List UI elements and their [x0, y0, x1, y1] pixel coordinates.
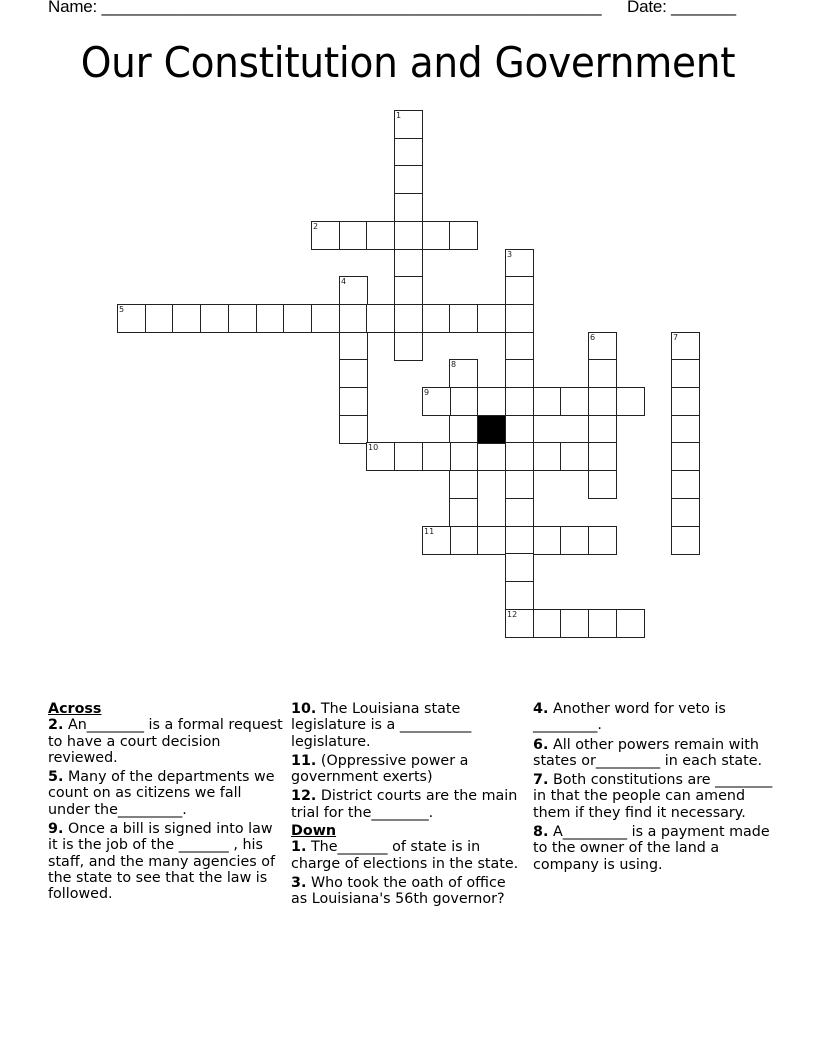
- grid-cell[interactable]: [588, 332, 617, 361]
- clue-text: An________ is a formal request to have a court decision reviewed.: [48, 717, 283, 766]
- clue-number-label: 4: [341, 277, 347, 286]
- clue-down-1: [291, 839, 526, 872]
- grid-cell[interactable]: [339, 359, 368, 388]
- grid-cell[interactable]: [172, 304, 201, 333]
- grid-cell[interactable]: [449, 470, 478, 499]
- clue-text: Another word for veto is _________.: [533, 701, 726, 734]
- grid-cell[interactable]: [671, 387, 700, 416]
- clue-number: 11.: [291, 752, 317, 769]
- down-heading: Down: [291, 823, 337, 840]
- grid-cell[interactable]: [588, 387, 617, 416]
- clue-number-label: 12: [507, 610, 518, 619]
- clues-column-3: [533, 701, 773, 876]
- grid-cell[interactable]: [339, 415, 368, 444]
- clue-number: 1.: [291, 839, 307, 856]
- grid-cell[interactable]: [505, 249, 534, 278]
- grid-cell[interactable]: [366, 304, 395, 333]
- grid-cell[interactable]: [505, 526, 534, 555]
- clue-text: (Oppressive power a government exerts): [291, 752, 469, 786]
- clue-across-12: [291, 788, 526, 821]
- grid-cell[interactable]: [505, 581, 534, 610]
- clue-across-11: [291, 753, 526, 786]
- grid-cell[interactable]: [228, 304, 257, 333]
- clue-number-label: 3: [507, 250, 513, 259]
- clues-column-2: [291, 701, 526, 911]
- grid-cell[interactable]: [671, 415, 700, 444]
- grid-cell[interactable]: [449, 304, 478, 333]
- black-cell: [477, 415, 506, 444]
- grid-cell[interactable]: [117, 304, 146, 333]
- clue-number-label: 8: [451, 360, 457, 369]
- clue-text: A_________ is a payment made to the owner of the land a company is using.: [533, 824, 770, 873]
- grid-cell[interactable]: [394, 138, 423, 167]
- clue-across-10: [291, 701, 526, 750]
- grid-cell[interactable]: [533, 526, 562, 555]
- grid-cell[interactable]: [394, 110, 423, 139]
- grid-cell[interactable]: [560, 526, 589, 555]
- clue-number-label: 7: [673, 333, 679, 342]
- grid-cell[interactable]: [449, 526, 478, 555]
- clue-across-2: [48, 717, 283, 766]
- grid-cell[interactable]: [671, 442, 700, 471]
- grid-cell[interactable]: [394, 332, 423, 361]
- clue-across-9: [48, 821, 283, 902]
- grid-cell[interactable]: [505, 332, 534, 361]
- clue-number-label: 2: [313, 222, 319, 231]
- grid-cell[interactable]: [449, 498, 478, 527]
- grid-cell[interactable]: [588, 609, 617, 638]
- grid-cell[interactable]: [394, 304, 423, 333]
- grid-cell[interactable]: [422, 442, 451, 471]
- grid-cell[interactable]: [505, 442, 534, 471]
- clue-number: 4.: [533, 701, 549, 717]
- grid-cell[interactable]: [477, 442, 506, 471]
- clue-number: 2.: [48, 717, 64, 734]
- grid-cell[interactable]: [394, 165, 423, 194]
- clue-down-8: [533, 824, 773, 873]
- clue-number: 6.: [533, 736, 549, 753]
- grid-cell[interactable]: [505, 470, 534, 499]
- grid-cell[interactable]: [449, 415, 478, 444]
- grid-cell[interactable]: [588, 415, 617, 444]
- grid-cell[interactable]: [505, 276, 534, 305]
- clue-number-label: 9: [424, 388, 430, 397]
- grid-cell[interactable]: [533, 442, 562, 471]
- grid-cell[interactable]: [145, 304, 174, 333]
- clue-number-label: 5: [119, 305, 125, 314]
- grid-cell[interactable]: [339, 304, 368, 333]
- clue-number: 3.: [291, 874, 307, 891]
- grid-cell[interactable]: [366, 221, 395, 250]
- grid-cell[interactable]: [449, 442, 478, 471]
- grid-cell[interactable]: [449, 221, 478, 250]
- grid-cell[interactable]: [311, 221, 340, 250]
- clue-text: Once a bill is signed into law it is the job of the _______ , his staff, and the many agencies of the state to see that the law is followed.: [48, 821, 276, 903]
- clues-column-1: [48, 701, 283, 906]
- grid-cell[interactable]: [422, 526, 451, 555]
- across-heading: Across: [48, 701, 102, 717]
- grid-cell[interactable]: [394, 442, 423, 471]
- clue-number: 8.: [533, 824, 549, 841]
- page-title: Our Constitution and Government: [80, 38, 736, 87]
- grid-cell[interactable]: [449, 387, 478, 416]
- grid-cell[interactable]: [339, 221, 368, 250]
- grid-cell[interactable]: [477, 304, 506, 333]
- grid-cell[interactable]: [422, 304, 451, 333]
- grid-cell[interactable]: [505, 553, 534, 582]
- clue-down-4: [533, 701, 773, 734]
- grid-cell[interactable]: [533, 387, 562, 416]
- grid-cell[interactable]: [449, 359, 478, 388]
- grid-cell[interactable]: [671, 526, 700, 555]
- grid-cell[interactable]: [339, 332, 368, 361]
- grid-cell[interactable]: [588, 526, 617, 555]
- grid-cell[interactable]: [560, 609, 589, 638]
- grid-cell[interactable]: [505, 609, 534, 638]
- clue-text: District courts are the main trial for the________.: [291, 788, 518, 821]
- grid-cell[interactable]: [505, 498, 534, 527]
- grid-cell[interactable]: [505, 304, 534, 333]
- clue-across-5: [48, 769, 283, 818]
- grid-cell[interactable]: [616, 609, 645, 638]
- grid-cell[interactable]: [422, 387, 451, 416]
- grid-cell[interactable]: [671, 359, 700, 388]
- clue-text: Many of the departments we count on as citizens we fall under the_________.: [48, 769, 275, 818]
- clue-number: 7.: [533, 772, 549, 789]
- grid-cell[interactable]: [588, 442, 617, 471]
- clue-text: All other powers remain with states or_________ in each state.: [533, 736, 763, 769]
- name-field-label[interactable]: Name: ______________________________________________________: [48, 0, 602, 16]
- clue-down-3: [291, 875, 526, 908]
- grid-cell[interactable]: [339, 276, 368, 305]
- grid-cell[interactable]: [588, 359, 617, 388]
- grid-cell[interactable]: [505, 359, 534, 388]
- grid-cell[interactable]: [394, 221, 423, 250]
- grid-cell[interactable]: [671, 498, 700, 527]
- grid-cell[interactable]: [394, 193, 423, 222]
- grid-cell[interactable]: [477, 526, 506, 555]
- grid-cell[interactable]: [505, 387, 534, 416]
- grid-cell[interactable]: [671, 470, 700, 499]
- grid-cell[interactable]: [394, 249, 423, 278]
- grid-cell[interactable]: [256, 304, 285, 333]
- grid-cell[interactable]: [533, 609, 562, 638]
- clue-number-label: 6: [590, 333, 596, 342]
- clue-number: 9.: [48, 821, 64, 838]
- grid-cell[interactable]: [477, 387, 506, 416]
- date-field-label[interactable]: Date: _______: [627, 0, 736, 16]
- grid-cell[interactable]: [422, 221, 451, 250]
- clue-text: Both constitutions are ________ in that the people can amend them if they find it necessary.: [533, 772, 773, 821]
- grid-cell[interactable]: [283, 304, 312, 333]
- grid-cell[interactable]: [560, 387, 589, 416]
- grid-cell[interactable]: [671, 332, 700, 361]
- clue-text: Who took the oath of office as Louisiana's 56th governor?: [291, 874, 506, 908]
- clue-text: The Louisiana state legislature is a __________ legislature.: [291, 701, 472, 750]
- grid-cell[interactable]: [339, 387, 368, 416]
- clue-text: The_______ of state is in charge of elections in the state.: [291, 839, 519, 872]
- clue-number-label: 1: [396, 111, 402, 120]
- clue-number: 12.: [291, 788, 317, 805]
- clue-number-label: 10: [368, 443, 379, 452]
- clue-down-6: [533, 737, 773, 770]
- clue-number-label: 11: [424, 527, 435, 536]
- grid-cell[interactable]: [366, 442, 395, 471]
- clue-number: 10.: [291, 701, 317, 717]
- grid-cell[interactable]: [394, 276, 423, 305]
- grid-cell[interactable]: [588, 470, 617, 499]
- clue-down-7: [533, 772, 773, 821]
- grid-cell[interactable]: [616, 387, 645, 416]
- clue-number: 5.: [48, 769, 64, 786]
- grid-cell[interactable]: [505, 415, 534, 444]
- grid-cell[interactable]: [560, 442, 589, 471]
- grid-cell[interactable]: [311, 304, 340, 333]
- grid-cell[interactable]: [200, 304, 229, 333]
